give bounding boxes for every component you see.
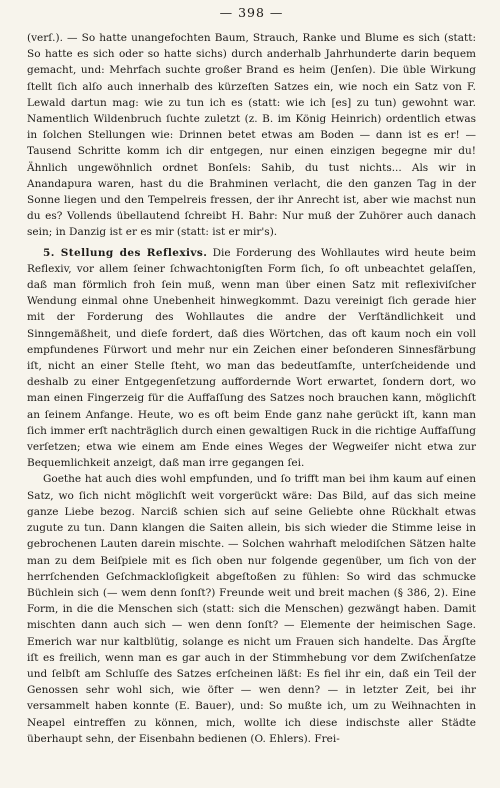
- section-body: Die Forderung des Wohllautes wird heute beim Reflexiv, vor allem ſeiner ſchwachtonigſten Form ſich, ſo oft unbeachtet gelaſſen, daß man förmlich froh ſein muß, wenn man über einen Satz mit reflexiviſcher Wendung einmal ohne Unebenheit hinwegkommt. Dazu vereinigt ſich gerade hier mit der Forderung des Wohllautes die andre der Verſtändlichkeit und Sinngemäßheit, und dieſe fordert, daß dies Wörtchen, das oft kaum noch ein voll empfundenes Fürwort und mehr nur ein Zeichen einer beſonderen Sinnesfärbung iſt, nicht an einer Stelle ſteht, wo man das bedeutſamſte, unterſcheidende und deshalb zu einer Entgegenſetzung auffordernde Wort erwartet, ſondern dort, wo man einen Fingerzeig für die Auffaſſung des Satzes noch brauchen kann, möglichſt an ſeinem Anfange. Heute, wo es oft beim Ende ganz nahe gerückt iſt, kann man ſich immer erſt nachträglich durch einen gewaltigen Ruck in die richtige Auffaſſung verſetzen; etwa wie einem am Ende eines Weges der Wegweiſer nicht etwa zur Bequemlichkeit anzeigt, daß man irre gegangen ſei.: [27, 246, 476, 470]
- paragraph-goethe: Goethe hat auch dies wohl empfunden, und ſo trifft man bei ihm kaum auf einen Satz, wo ſich nicht möglichſt weit vorgerückt wäre: Das Bild, auf das sich meine ganze Liebe bezog. Narciß schien sich auf seine Geliebte ohne Rückhalt etwas zugute zu tun. Dann klangen die Saiten allein, bis sich wieder die Stimme leise in gebrochenen Lauten darein mischte. — Solchen wahrhaft melodiſchen Sätzen halte man zu dem Beiſpiele mit es ſich oben nur folgende gegenüber, um ſich von der herrſchenden Geſchmackloſigkeit abgeſtoßen zu fühlen: So wird das schmucke Büchlein sich (— wem denn ſonſt?) Freunde weit und breit machen (§ 386, 2). Eine Form, in die die Menschen sich (statt: sich die Menschen) gezwängt haben. Damit mischten dann auch sich — wen denn ſonſt? — Elemente der heimischen Sage. Emerich war nur kaltblütig, solange es nicht um Frauen sich handelte. Das Ärgſte iſt es freilich, wenn man es gar auch in der Stimmhebung vor dem Zwiſchenſatze und ſelbſt am Schluſſe des Satzes erſcheinen läßt: Es fiel ihr ein, daß ein Teil der Genossen sehr wohl sich, wie öfter — wen denn? — in letzter Zeit, bei ihr versammelt haben konnte (E. Bauer), und: So mußte ich, um zu Weihnachten in Neapel eintreffen zu können, mich, wollte ich diese indischste aller Städte überhaupt sehn, der Eisenbahn bedienen (O. Ehlers). Frei-: [27, 473, 476, 745]
- section-5-paragraph: [27, 245, 476, 472]
- section-title: 5. Stellung des Reflexivs.: [43, 246, 208, 259]
- page-number: — 398 —: [219, 5, 284, 20]
- paragraph-1: (verſ.). — So hatte unangefochten Baum, Strauch, Ranke und Blume es sich (statt: So hatte es sich oder so hatte sichs) durch anderhalb Jahrhunderte darin bequem gemacht, und: Mehrfach suchte großer Brand es heim (Jenſen). Die üble Wirkung ſtellt ſich alſo auch innerhalb des kürzeſten Satzes ein, wie noch ein Satz von F. Lewald dartun mag: wie zu tun ich es (statt: wie ich [es] zu tun) gewohnt war. Namentlich Wildenbruch ſuchte zuletzt (z. B. im König Heinrich) ordentlich etwas in ſolchen Stellungen wie: Drinnen betet etwas am Boden — dann ist es er! — Tausend Schritte komm ich dir entgegen, nur einen einzigen begegne mir du! Ähnlich ungewöhnlich ordnet Bonſels: Sahib, du tust nichts... Als wir in Anandapura waren, hast du die Brahminen verlacht, die den ganzen Tag in der Sonne liegen und den Tempelreis fressen, der ihr Anrecht ist, aber wie machst nun du es? Vollends übellautend ſchreibt H. Bahr: Nur muß der Zuhörer auch danach sein; in Danzig ist er es mir (statt: ist er mir's).: [27, 32, 476, 239]
